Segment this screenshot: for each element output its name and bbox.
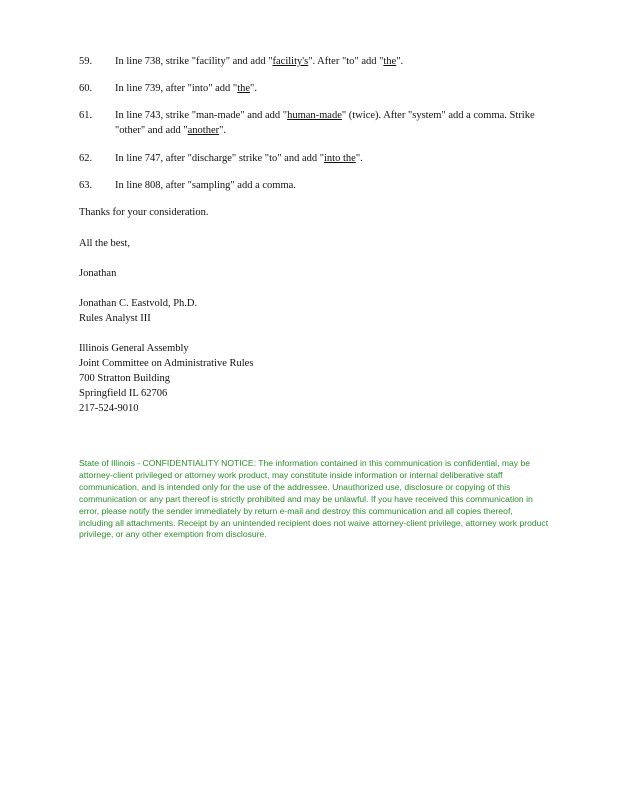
phone: 217-524-9010 — [79, 403, 139, 414]
item-number: 60. — [79, 83, 93, 94]
item-number: 63. — [79, 180, 93, 191]
building: 700 Stratton Building — [79, 373, 171, 384]
signature-title: Rules Analyst III — [79, 313, 151, 324]
regards-line: All the best, — [79, 238, 131, 249]
item-number: 61. — [79, 110, 93, 121]
underlined-insertion: another — [187, 125, 220, 136]
item-text: In line 739, after "into" add "the". — [115, 83, 257, 94]
address-block — [79, 341, 253, 416]
underlined-insertion: the — [237, 83, 251, 94]
item-text: In line 808, after "sampling" add a comma. — [115, 180, 296, 191]
item-number: 62. — [79, 153, 93, 164]
item-text: In line 743, strike "man-made" and add "human-made" (twice). After "system" add a comma. Strike "other" and add "another". — [115, 110, 535, 136]
item-text: In line 747, after "discharge" strike "to" and add "into the". — [115, 153, 363, 164]
confidentiality-notice: State of Illinois - CONFIDENTIALITY NOTICE: The information contained in this communication is confidential, may be attorney-client privileged or attorney work product, may constitute inside information or internal deliberative staff communication, and is intended only for the use of the addressee. Unauthorized use, disclosure or copying of this communication or any part thereof is strictly prohibited and may be unlawful. If you have received this communication in error, please notify the sender immediately by return e-mail and destroy this communication and all copies thereof, including all attachments. Receipt by an unintended recipient does not waive attorney-client privilege, attorney work product privilege, or any other exemption from disclosure. — [79, 458, 549, 540]
underlined-insertion: the — [383, 56, 397, 67]
signature-block — [79, 296, 197, 326]
city: Springfield IL 62706 — [79, 388, 168, 399]
org-name: Illinois General Assembly — [79, 343, 189, 354]
underlined-insertion: facility's — [272, 56, 309, 67]
underlined-insertion: into the — [324, 153, 356, 164]
thanks-line: Thanks for your consideration. — [79, 207, 209, 218]
underlined-insertion: human-made — [287, 110, 342, 121]
signature-name: Jonathan C. Eastvold, Ph.D. — [79, 298, 198, 309]
item-number: 59. — [79, 56, 93, 67]
committee-name: Joint Committee on Administrative Rules — [79, 358, 254, 369]
item-text: In line 738, strike "facility" and add "facility's". After "to" add "the". — [115, 56, 404, 67]
first-name: Jonathan — [79, 268, 117, 279]
